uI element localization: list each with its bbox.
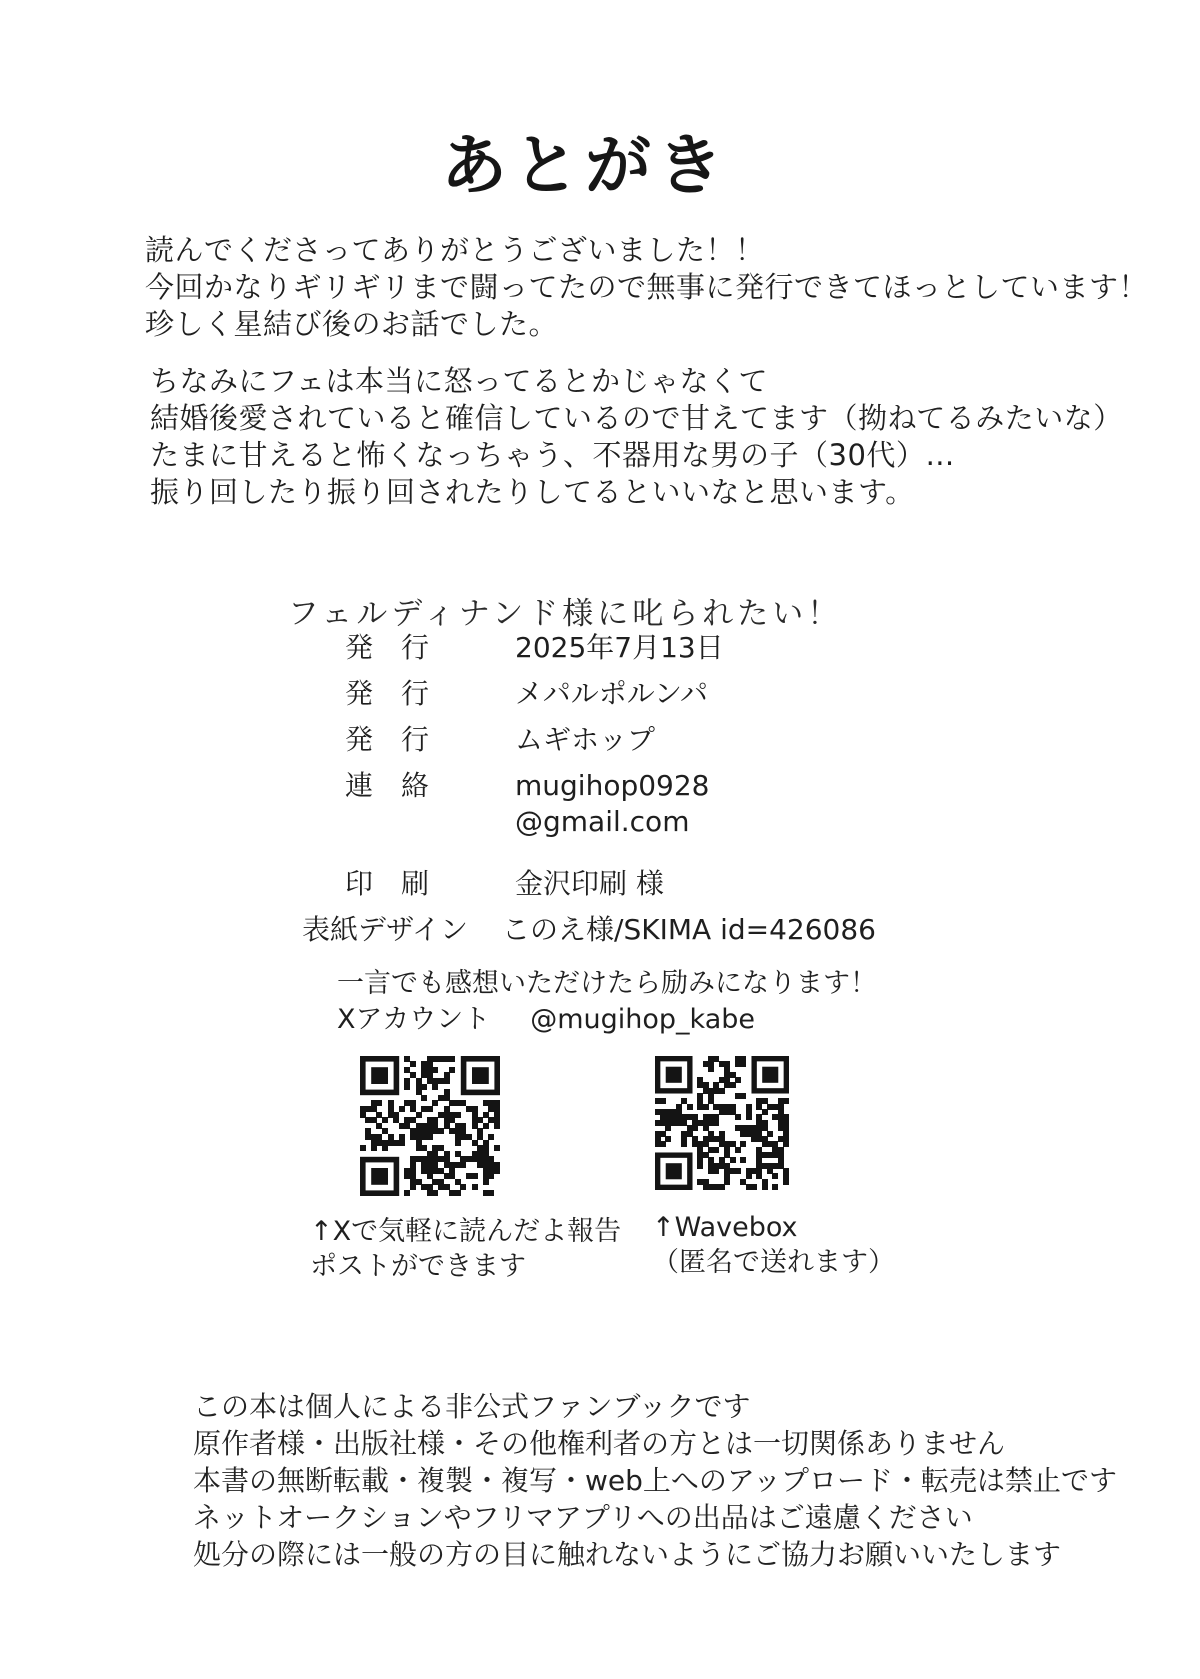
x-account-label: Xアカウント bbox=[337, 1004, 491, 1035]
colophon-label: 発 行 bbox=[345, 723, 430, 756]
afterword-paragraph-1 bbox=[145, 232, 1148, 343]
colophon-row-printer bbox=[345, 868, 724, 900]
paragraph-line: 今回かなりギリギリまで闘ってたので無事に発行できてほっとしています！ bbox=[145, 270, 1149, 304]
disclaimer-line: 本書の無断転載・複製・複写・web上へのアップロード・転売は禁止です bbox=[193, 1464, 1117, 1497]
colophon-row-published-title bbox=[345, 678, 724, 710]
paragraph-line: 珍しく星結び後のお話でした。 bbox=[145, 307, 559, 341]
feedback-note bbox=[337, 966, 877, 1038]
paragraph-line: 読んでくださってありがとうございました！！ bbox=[145, 233, 765, 267]
colophon-row-contact bbox=[345, 770, 724, 838]
disclaimer-line: ネットオークションやフリマアプリへの出品はご遠慮ください bbox=[193, 1501, 973, 1534]
colophon-label: 発 行 bbox=[345, 677, 430, 710]
paragraph-line: ちなみにフェは本当に怒ってるとかじゃなくて bbox=[150, 364, 769, 398]
colophon-value: 金沢印刷 様 bbox=[515, 867, 664, 900]
disclaimer-line: 原作者様・出版社様・その他権利者の方とは一切関係ありません bbox=[193, 1427, 1006, 1460]
colophon bbox=[345, 632, 724, 914]
contact-email: mugihop0928 @gmail.com bbox=[515, 769, 710, 838]
qr-code-wavebox bbox=[655, 1056, 789, 1190]
x-account-line bbox=[337, 1002, 877, 1038]
afterword-paragraph-2 bbox=[150, 363, 1123, 511]
colophon-value: メパルポルンパ bbox=[515, 677, 709, 710]
qr-caption-x-report: ↑Xで気軽に読んだよ報告 ポストができます bbox=[310, 1216, 622, 1282]
feedback-line: 一言でも感想いただけたら励みになります！ bbox=[337, 968, 877, 999]
colophon-row-circle bbox=[345, 724, 724, 756]
cover-design-credit bbox=[302, 908, 876, 948]
disclaimer bbox=[193, 1388, 1117, 1573]
book-title: フェルディナンド様に叱られたい！ bbox=[287, 596, 843, 632]
colophon-label: 連 絡 bbox=[345, 769, 430, 802]
colophon-label: 印 刷 bbox=[345, 867, 430, 900]
cover-design-label: 表紙デザイン bbox=[302, 913, 469, 946]
paragraph-line: 結婚後愛されていると確信しているので甘えてます（拗ねてるみたいな） bbox=[150, 401, 1123, 435]
page-title: あとがき bbox=[441, 127, 729, 204]
colophon-row-published-date bbox=[345, 632, 724, 664]
paragraph-line: 振り回したり振り回されたりしてるといいなと思います。 bbox=[150, 475, 915, 509]
cover-design-value: このえ様/SKIMA id=426086 bbox=[502, 913, 876, 946]
x-account-handle: @mugihop_kabe bbox=[530, 1004, 756, 1035]
qr-caption-wavebox: ↑Wavebox （匿名で送れます） bbox=[652, 1212, 895, 1278]
colophon-value: 2025年7月13日 bbox=[515, 631, 724, 664]
disclaimer-line: 処分の際には一般の方の目に触れないようにご協力お願いいたします bbox=[193, 1538, 1062, 1571]
colophon-value: ムギホップ bbox=[515, 723, 656, 756]
colophon-label: 発 行 bbox=[345, 631, 430, 664]
qr-code-x-report bbox=[360, 1056, 500, 1196]
disclaimer-line: この本は個人による非公式ファンブックです bbox=[193, 1390, 751, 1423]
paragraph-line: たまに甘えると怖くなっちゃう、不器用な男の子（30代）… bbox=[150, 438, 955, 472]
